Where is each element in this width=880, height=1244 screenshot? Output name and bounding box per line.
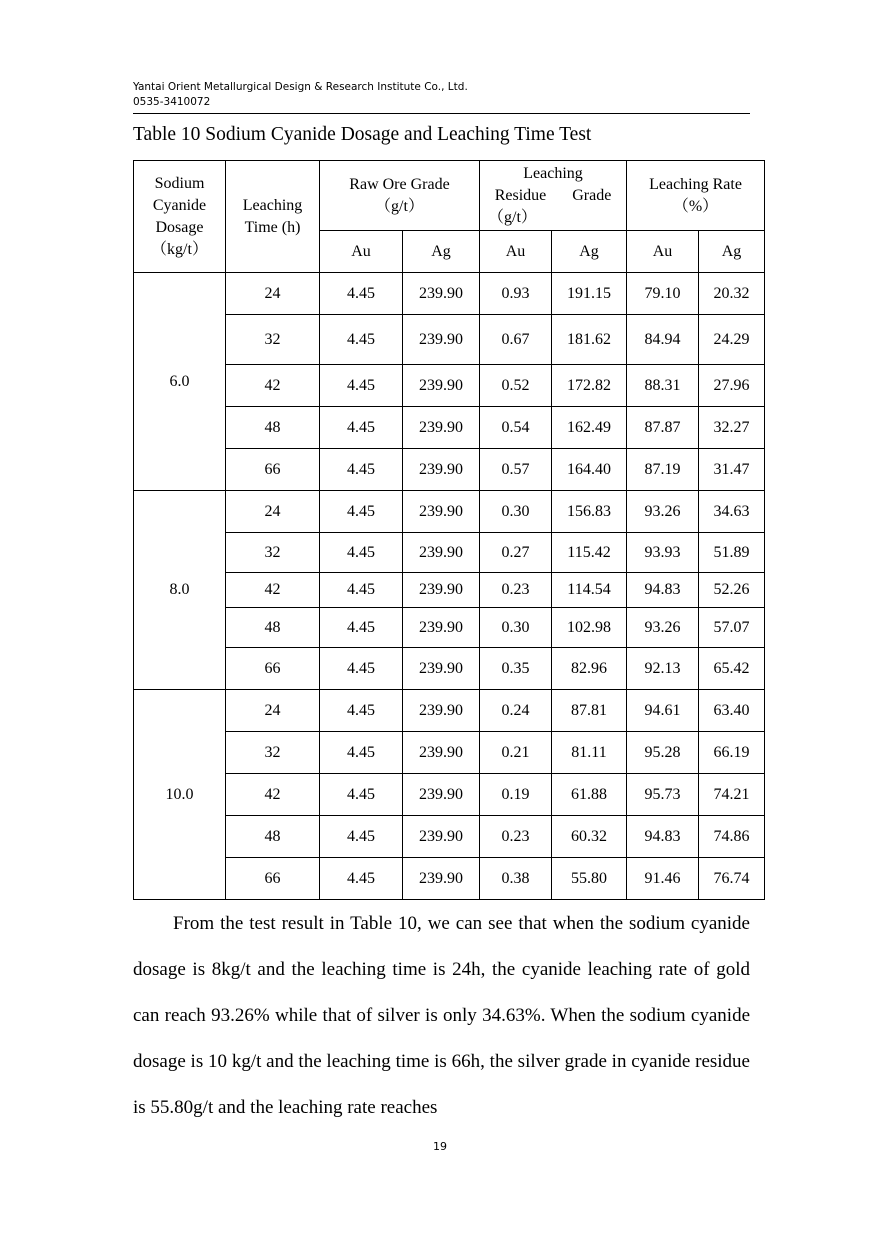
table-cell: 0.30 [480, 608, 552, 648]
table-cell: 4.45 [320, 407, 403, 449]
table-cell: 4.45 [320, 449, 403, 491]
table-cell: 42 [226, 774, 320, 816]
table-cell: 0.24 [480, 690, 552, 732]
table-row [134, 573, 765, 608]
table-cell: 82.96 [552, 648, 627, 690]
table-row [134, 732, 765, 774]
table-cell: 95.73 [627, 774, 699, 816]
table-row [134, 608, 765, 648]
table-cell: 0.52 [480, 365, 552, 407]
table-cell: 79.10 [627, 273, 699, 315]
table-cell: 114.54 [552, 573, 627, 608]
header-leaching-rate: Leaching Rate （%） [627, 161, 765, 231]
subheader-cell: Ag [403, 231, 480, 273]
table-cell: 32 [226, 315, 320, 365]
table-cell: 66 [226, 449, 320, 491]
table-cell: 162.49 [552, 407, 627, 449]
dosage-cell: 6.0 [134, 273, 226, 491]
table-cell: 93.26 [627, 491, 699, 533]
table-cell: 4.45 [320, 573, 403, 608]
table-cell: 84.94 [627, 315, 699, 365]
table-row [134, 774, 765, 816]
table-cell: 239.90 [403, 449, 480, 491]
table-cell: 95.28 [627, 732, 699, 774]
table-cell: 0.27 [480, 533, 552, 573]
table-row [134, 491, 765, 533]
table-cell: 4.45 [320, 816, 403, 858]
table-cell: 93.26 [627, 608, 699, 648]
table-cell: 0.35 [480, 648, 552, 690]
table-cell: 239.90 [403, 573, 480, 608]
table-cell: 239.90 [403, 533, 480, 573]
table-cell: 24 [226, 273, 320, 315]
table-cell: 55.80 [552, 858, 627, 900]
table-cell: 4.45 [320, 608, 403, 648]
table-cell: 102.98 [552, 608, 627, 648]
table-row [134, 273, 765, 315]
header-raw-ore-grade: Raw Ore Grade （g/t） [320, 161, 480, 231]
table-cell: 4.45 [320, 533, 403, 573]
table-row [134, 858, 765, 900]
table-cell: 181.62 [552, 315, 627, 365]
table-cell: 0.93 [480, 273, 552, 315]
table-cell: 20.32 [699, 273, 765, 315]
table-cell: 0.30 [480, 491, 552, 533]
table-cell: 91.46 [627, 858, 699, 900]
table-cell: 48 [226, 407, 320, 449]
table-cell: 164.40 [552, 449, 627, 491]
table-cell: 4.45 [320, 648, 403, 690]
dosage-cell: 10.0 [134, 690, 226, 900]
table-cell: 4.45 [320, 491, 403, 533]
table-cell: 239.90 [403, 491, 480, 533]
table-cell: 34.63 [699, 491, 765, 533]
table-row [134, 533, 765, 573]
company-name: Yantai Orient Metallurgical Design & Research Institute Co., Ltd. [133, 81, 468, 93]
subheader-cell: Au [480, 231, 552, 273]
table-cell: 239.90 [403, 365, 480, 407]
table-cell: 74.86 [699, 816, 765, 858]
table-cell: 74.21 [699, 774, 765, 816]
table-cell: 24 [226, 690, 320, 732]
table-cell: 239.90 [403, 315, 480, 365]
table-row [134, 407, 765, 449]
table-cell: 48 [226, 816, 320, 858]
table-cell: 4.45 [320, 315, 403, 365]
body-text [133, 901, 750, 1131]
subheader-cell: Ag [552, 231, 627, 273]
table-cell: 4.45 [320, 273, 403, 315]
table-cell: 239.90 [403, 732, 480, 774]
table-cell: 239.90 [403, 648, 480, 690]
body-paragraph: From the test result in Table 10, we can see that when the sodium cyanide dosage is 8kg/t and the leaching time is 24h, the cyanide leaching rate of gold can reach 93.26% while that of silver is only 34.63%. When the sodium cyanide dosage is 10 kg/t and the leaching time is 66h, the silver grade in cyanide residue is 55.80g/t and the leaching rate reaches [133, 913, 750, 1118]
table-cell: 32 [226, 732, 320, 774]
table-cell: 239.90 [403, 858, 480, 900]
table-cell: 0.21 [480, 732, 552, 774]
header-dosage: Sodium Cyanide Dosage （kg/t） [134, 161, 226, 273]
table-cell: 0.19 [480, 774, 552, 816]
table-cell: 57.07 [699, 608, 765, 648]
table-caption: Table 10 Sodium Cyanide Dosage and Leaching Time Test [133, 124, 592, 145]
table-cell: 156.83 [552, 491, 627, 533]
page-number: 19 [433, 1140, 447, 1153]
table-cell: 76.74 [699, 858, 765, 900]
subheader-cell: Au [320, 231, 403, 273]
table-cell: 81.11 [552, 732, 627, 774]
table-cell: 94.61 [627, 690, 699, 732]
table-cell: 94.83 [627, 816, 699, 858]
table-row [134, 816, 765, 858]
subheader-cell: Ag [699, 231, 765, 273]
table-cell: 4.45 [320, 774, 403, 816]
table-cell: 52.26 [699, 573, 765, 608]
table-cell: 42 [226, 573, 320, 608]
table-cell: 239.90 [403, 407, 480, 449]
table-cell: 32.27 [699, 407, 765, 449]
table-cell: 65.42 [699, 648, 765, 690]
table-cell: 0.54 [480, 407, 552, 449]
table-cell: 66 [226, 858, 320, 900]
table-cell: 239.90 [403, 774, 480, 816]
table-cell: 191.15 [552, 273, 627, 315]
table-cell: 93.93 [627, 533, 699, 573]
table-cell: 87.81 [552, 690, 627, 732]
table-cell: 0.23 [480, 573, 552, 608]
table-cell: 61.88 [552, 774, 627, 816]
table-cell: 66 [226, 648, 320, 690]
table-cell: 4.45 [320, 690, 403, 732]
table-cell: 31.47 [699, 449, 765, 491]
table-cell: 51.89 [699, 533, 765, 573]
table-row [134, 690, 765, 732]
page-header [133, 80, 750, 110]
table-cell: 24.29 [699, 315, 765, 365]
table-cell: 87.19 [627, 449, 699, 491]
table-cell: 42 [226, 365, 320, 407]
table-cell: 4.45 [320, 732, 403, 774]
table-cell: 94.83 [627, 573, 699, 608]
table-cell: 24 [226, 491, 320, 533]
table-cell: 172.82 [552, 365, 627, 407]
header-rule [133, 113, 750, 114]
table-cell: 87.87 [627, 407, 699, 449]
table-row [134, 365, 765, 407]
company-phone: 0535-3410072 [133, 96, 211, 108]
table-cell: 115.42 [552, 533, 627, 573]
table-cell: 239.90 [403, 608, 480, 648]
table-cell: 239.90 [403, 273, 480, 315]
table-cell: 4.45 [320, 365, 403, 407]
table-cell: 92.13 [627, 648, 699, 690]
dosage-cell: 8.0 [134, 491, 226, 690]
table-cell: 4.45 [320, 858, 403, 900]
table-cell: 239.90 [403, 690, 480, 732]
subheader-cell: Au [627, 231, 699, 273]
table-cell: 88.31 [627, 365, 699, 407]
table-cell: 32 [226, 533, 320, 573]
table-cell: 0.38 [480, 858, 552, 900]
table-cell: 60.32 [552, 816, 627, 858]
header-leaching-time: Leaching Time (h) [226, 161, 320, 273]
table-cell: 66.19 [699, 732, 765, 774]
header-residue-grade: Leaching Residue Grade （g/t） [480, 161, 627, 231]
table-cell: 0.57 [480, 449, 552, 491]
table-cell: 63.40 [699, 690, 765, 732]
table-cell: 0.67 [480, 315, 552, 365]
table-cell: 0.23 [480, 816, 552, 858]
table-cell: 48 [226, 608, 320, 648]
table-row [134, 315, 765, 365]
table-row [134, 449, 765, 491]
table-cell: 239.90 [403, 816, 480, 858]
leaching-test-table [133, 160, 765, 900]
table-cell: 27.96 [699, 365, 765, 407]
table-row [134, 648, 765, 690]
